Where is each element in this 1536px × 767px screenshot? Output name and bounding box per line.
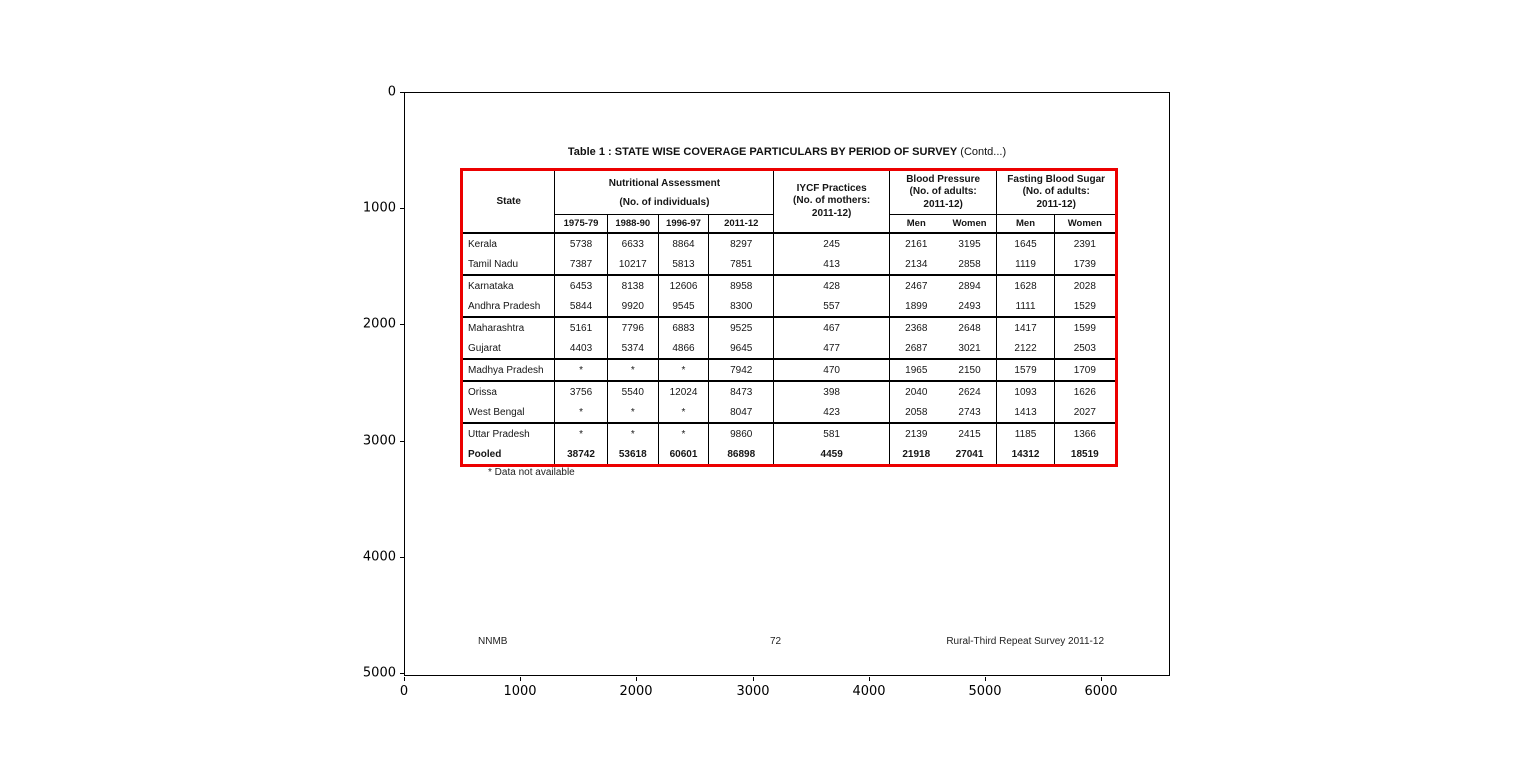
value-cell: 2858 xyxy=(943,254,997,275)
value-cell: 12024 xyxy=(658,381,708,402)
value-cell: 3021 xyxy=(943,338,997,359)
x-tick-label: 6000 xyxy=(1084,684,1118,699)
value-cell: 3195 xyxy=(943,233,997,254)
state-label: West Bengal xyxy=(462,402,555,423)
y-tick-label: 5000 xyxy=(362,665,396,681)
value-cell: 2648 xyxy=(943,317,997,338)
table-row xyxy=(462,402,1117,423)
value-cell: 2150 xyxy=(943,359,997,381)
value-cell: 1093 xyxy=(997,381,1054,402)
footer-org: NNMB xyxy=(478,636,508,647)
value-cell: 4459 xyxy=(774,444,890,466)
value-cell: 2894 xyxy=(943,275,997,296)
value-cell: 428 xyxy=(774,275,890,296)
value-cell: 1185 xyxy=(997,423,1054,444)
coverage-table xyxy=(460,168,1118,467)
fbs-line1: Fasting Blood Sugar xyxy=(1007,173,1106,185)
y-tick xyxy=(400,324,404,325)
table-row xyxy=(462,359,1117,381)
value-cell: 86898 xyxy=(709,444,774,466)
fbs-line3: 2011-12) xyxy=(1036,198,1076,210)
col-header-1988-90: 1988-90 xyxy=(607,215,658,234)
value-cell: 1626 xyxy=(1073,386,1096,398)
value-cell: * xyxy=(555,402,607,423)
value-cell: 5540 xyxy=(607,381,658,402)
value-cell: * xyxy=(658,359,708,381)
table-row xyxy=(462,444,1117,466)
value-cell: 1529 xyxy=(1054,296,1116,317)
value-cell: * xyxy=(607,423,658,444)
col-header-bp-men: Men xyxy=(889,215,942,234)
value-cell: 2058 xyxy=(889,402,942,423)
value-cell: * xyxy=(658,402,708,423)
value-cell: 1965 xyxy=(889,359,942,381)
table-row xyxy=(462,296,1117,317)
value-cell: 2122 xyxy=(997,338,1054,359)
x-tick xyxy=(985,677,986,681)
value-cell: 477 xyxy=(774,338,890,359)
col-header-1996-97: 1996-97 xyxy=(658,215,708,234)
value-cell: 5844 xyxy=(555,296,607,317)
value-cell: 2391 xyxy=(1073,238,1096,250)
value-cell: 1417 xyxy=(997,317,1054,338)
value-cell: 12606 xyxy=(658,275,708,296)
y-tick-label: 3000 xyxy=(362,433,396,449)
value-cell: 53618 xyxy=(607,444,658,466)
value-cell: 1366 xyxy=(1073,428,1096,440)
value-cell: 6633 xyxy=(607,233,658,254)
bp-line2: (No. of adults: xyxy=(909,186,977,198)
value-cell: 21918 xyxy=(902,448,931,460)
value-cell: 8138 xyxy=(607,275,658,296)
value-cell: 14312 xyxy=(997,444,1054,466)
y-tick xyxy=(400,92,404,93)
table-row xyxy=(462,423,1117,444)
value-cell: 2687 xyxy=(889,338,942,359)
value-cell: 10217 xyxy=(607,254,658,275)
state-label: Uttar Pradesh xyxy=(462,423,555,444)
col-header-2011-12: 2011-12 xyxy=(709,215,774,234)
header-row-groups xyxy=(462,170,1117,215)
iycf-line2: (No. of mothers: xyxy=(793,195,871,207)
table-row xyxy=(462,233,1117,254)
value-cell: 2040 xyxy=(905,386,928,398)
value-cell: 9645 xyxy=(709,338,774,359)
col-header-fbs-women: Women xyxy=(1054,215,1116,234)
value-cell: 581 xyxy=(774,423,890,444)
value-cell: 398 xyxy=(774,381,890,402)
value-cell: 3756 xyxy=(555,381,607,402)
x-tick xyxy=(1101,677,1102,681)
value-cell: 7796 xyxy=(607,317,658,338)
value-cell: 7942 xyxy=(709,359,774,381)
col-header-fasting-blood-sugar xyxy=(997,170,1117,215)
x-tick xyxy=(636,677,637,681)
x-tick xyxy=(520,677,521,681)
table-row xyxy=(462,275,1117,296)
value-cell: 9545 xyxy=(658,296,708,317)
value-cell: 245 xyxy=(774,233,890,254)
value-cell: 1709 xyxy=(1054,359,1116,381)
value-cell: 7851 xyxy=(709,254,774,275)
state-label: Madhya Pradesh xyxy=(462,359,555,381)
value-cell: * xyxy=(607,359,658,381)
value-cell: 1645 xyxy=(997,233,1054,254)
y-tick xyxy=(400,557,404,558)
value-cell: 2161 xyxy=(905,238,928,250)
bp-line1: Blood Pressure xyxy=(906,173,981,185)
state-label: Maharashtra xyxy=(462,317,555,338)
value-cell: 467 xyxy=(774,317,890,338)
value-cell: 2415 xyxy=(943,423,997,444)
value-cell: 9860 xyxy=(709,423,774,444)
state-label: Gujarat xyxy=(462,338,555,359)
iycf-line3: 2011-12) xyxy=(811,207,852,219)
table-row xyxy=(462,381,1117,402)
table-title-suffix: (Contd...) xyxy=(957,146,1007,158)
state-label: Tamil Nadu xyxy=(462,254,555,275)
value-cell: 6453 xyxy=(555,275,607,296)
table-body xyxy=(462,233,1117,466)
value-cell: 4866 xyxy=(658,338,708,359)
value-cell: 7387 xyxy=(555,254,607,275)
value-cell: * xyxy=(555,359,607,381)
value-cell: 2743 xyxy=(943,402,997,423)
table-row xyxy=(462,254,1117,275)
bp-line3: 2011-12) xyxy=(923,198,963,210)
value-cell: 557 xyxy=(774,296,890,317)
x-tick-label: 0 xyxy=(399,684,409,699)
value-cell: 6883 xyxy=(658,317,708,338)
value-cell: 27041 xyxy=(943,444,997,466)
x-tick-label: 3000 xyxy=(736,684,770,699)
value-cell: 2493 xyxy=(943,296,997,317)
state-label: Kerala xyxy=(462,233,555,254)
value-cell: 1899 xyxy=(889,296,942,317)
footnote: * Data not available xyxy=(488,467,575,478)
value-cell: 8864 xyxy=(658,233,708,254)
na-title: Nutritional Assessment xyxy=(608,177,721,189)
value-cell: * xyxy=(607,402,658,423)
value-cell: 1599 xyxy=(1073,322,1096,334)
col-header-blood-pressure xyxy=(889,170,996,215)
value-cell: 1739 xyxy=(1054,254,1116,275)
value-cell: 5738 xyxy=(555,233,607,254)
value-cell: 9920 xyxy=(607,296,658,317)
state-label: Orissa xyxy=(462,381,555,402)
value-cell: 9525 xyxy=(709,317,774,338)
value-cell: 8473 xyxy=(709,381,774,402)
value-cell: 18519 xyxy=(1070,448,1099,460)
x-tick-label: 2000 xyxy=(619,684,653,699)
x-tick-label: 5000 xyxy=(968,684,1002,699)
value-cell: 2624 xyxy=(943,381,997,402)
state-label: Andhra Pradesh xyxy=(462,296,555,317)
value-cell: 423 xyxy=(774,402,890,423)
value-cell: 413 xyxy=(774,254,890,275)
y-tick xyxy=(400,673,404,674)
value-cell: 1413 xyxy=(997,402,1054,423)
x-tick xyxy=(869,677,870,681)
col-header-state: State xyxy=(462,170,555,234)
y-tick-label: 1000 xyxy=(362,200,396,216)
table-row xyxy=(462,317,1117,338)
value-cell: 60601 xyxy=(658,444,708,466)
value-cell: 5813 xyxy=(658,254,708,275)
col-header-1975-79: 1975-79 xyxy=(555,215,607,234)
value-cell: 1111 xyxy=(997,296,1054,317)
table-row xyxy=(462,338,1117,359)
value-cell: 5374 xyxy=(607,338,658,359)
value-cell: 1628 xyxy=(997,275,1054,296)
value-cell: 38742 xyxy=(555,444,607,466)
iycf-line1: IYCF Practices xyxy=(796,182,867,194)
value-cell: 2467 xyxy=(905,280,928,292)
col-header-iycf xyxy=(774,170,890,234)
y-tick-label: 0 xyxy=(387,84,396,100)
footer-survey-name: Rural-Third Repeat Survey 2011-12 xyxy=(946,636,1104,647)
table-title-main: Table 1 : STATE WISE COVERAGE PARTICULARS BY PERIOD OF SURVEY xyxy=(567,146,958,158)
y-tick-label: 2000 xyxy=(362,316,396,332)
value-cell: 2027 xyxy=(1054,402,1116,423)
value-cell: 8047 xyxy=(709,402,774,423)
col-header-fbs-men: Men xyxy=(997,215,1054,234)
state-label: Pooled xyxy=(462,444,555,466)
x-tick-label: 1000 xyxy=(503,684,537,699)
value-cell: 1119 xyxy=(997,254,1054,275)
y-tick xyxy=(400,441,404,442)
x-tick xyxy=(753,677,754,681)
value-cell: 2368 xyxy=(905,322,928,334)
state-label: Karnataka xyxy=(462,275,555,296)
fbs-line2: (No. of adults: xyxy=(1022,186,1090,198)
value-cell: 2134 xyxy=(889,254,942,275)
value-cell: 2028 xyxy=(1073,280,1096,292)
col-header-bp-women: Women xyxy=(943,215,997,234)
value-cell: * xyxy=(555,423,607,444)
col-header-nutritional-assessment xyxy=(555,170,774,215)
value-cell: 5161 xyxy=(555,317,607,338)
x-tick xyxy=(404,677,405,681)
value-cell: 8958 xyxy=(709,275,774,296)
na-subtitle: (No. of individuals) xyxy=(619,196,710,208)
value-cell: 4403 xyxy=(555,338,607,359)
table-title xyxy=(404,146,1170,158)
value-cell: 8297 xyxy=(709,233,774,254)
y-tick-label: 4000 xyxy=(362,549,396,565)
value-cell: 470 xyxy=(774,359,890,381)
value-cell: 8300 xyxy=(709,296,774,317)
footer-page-number: 72 xyxy=(770,636,782,647)
value-cell: * xyxy=(658,423,708,444)
value-cell: 2139 xyxy=(905,428,928,440)
value-cell: 1579 xyxy=(997,359,1054,381)
x-tick-label: 4000 xyxy=(852,684,886,699)
value-cell: 2503 xyxy=(1054,338,1116,359)
y-tick xyxy=(400,208,404,209)
